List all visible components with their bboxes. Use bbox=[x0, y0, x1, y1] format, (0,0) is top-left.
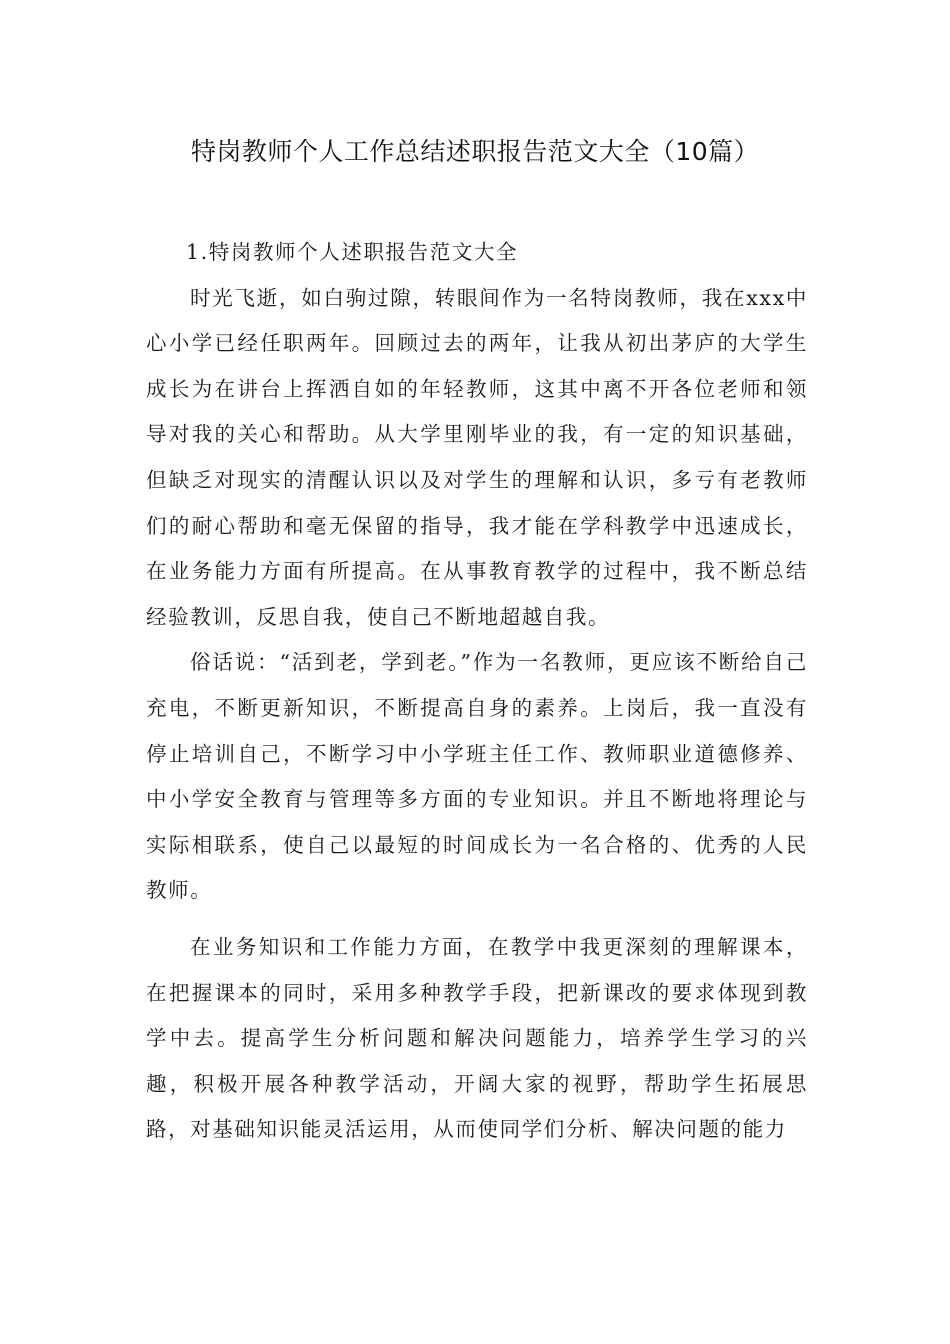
body-paragraph-1: 时光飞逝，如白驹过隙，转眼间作为一名特岗教师，我在xxx中心小学已经任职两年。回顾过去的两年，让我从初出茅庐的大学生成长为在讲台上挥洒自如的年轻教师，这其中离不开各位老师和领导对我的关心和帮助。从大学里刚毕业的我，有一定的知识基础，但缺乏对现实的清醒认识以及对学生的理解和认识，多亏有老教师们的耐心帮助和毫无保留的指导，我才能在学科教学中迅速成长，在业务能力方面有所提高。在从事教育教学的过程中，我不断总结经验教训，反思自我，使自己不断地超越自我。 bbox=[146, 285, 808, 629]
section-heading: 1.特岗教师个人述职报告范文大全 bbox=[186, 240, 519, 264]
document-body bbox=[146, 230, 808, 1153]
document-title: 特岗教师个人工作总结述职报告范文大全（10篇） bbox=[190, 137, 760, 166]
body-paragraph-3: 在业务知识和工作能力方面，在教学中我更深刻的理解课本，在把握课本的同时，采用多种教学手段，把新课改的要求体现到教学中去。提高学生分析问题和解决问题能力，培养学生学习的兴趣，积极开展各种教学活动，开阔大家的视野，帮助学生拓展思路，对基础知识能灵活运用，从而使同学们分析、解决问题的能力 bbox=[146, 934, 808, 1142]
body-paragraph-2: 俗话说：“活到老，学到老。”作为一名教师，更应该不断给自己充电，不断更新知识，不断提高自身的素养。上岗后，我一直没有停止培训自己，不断学习中小学班主任工作、教师职业道德修养、中小学安全教育与管理等多方面的专业知识。并且不断地将理论与实际相联系，使自己以最短的时间成长为一名合格的、优秀的人民教师。 bbox=[146, 650, 808, 903]
